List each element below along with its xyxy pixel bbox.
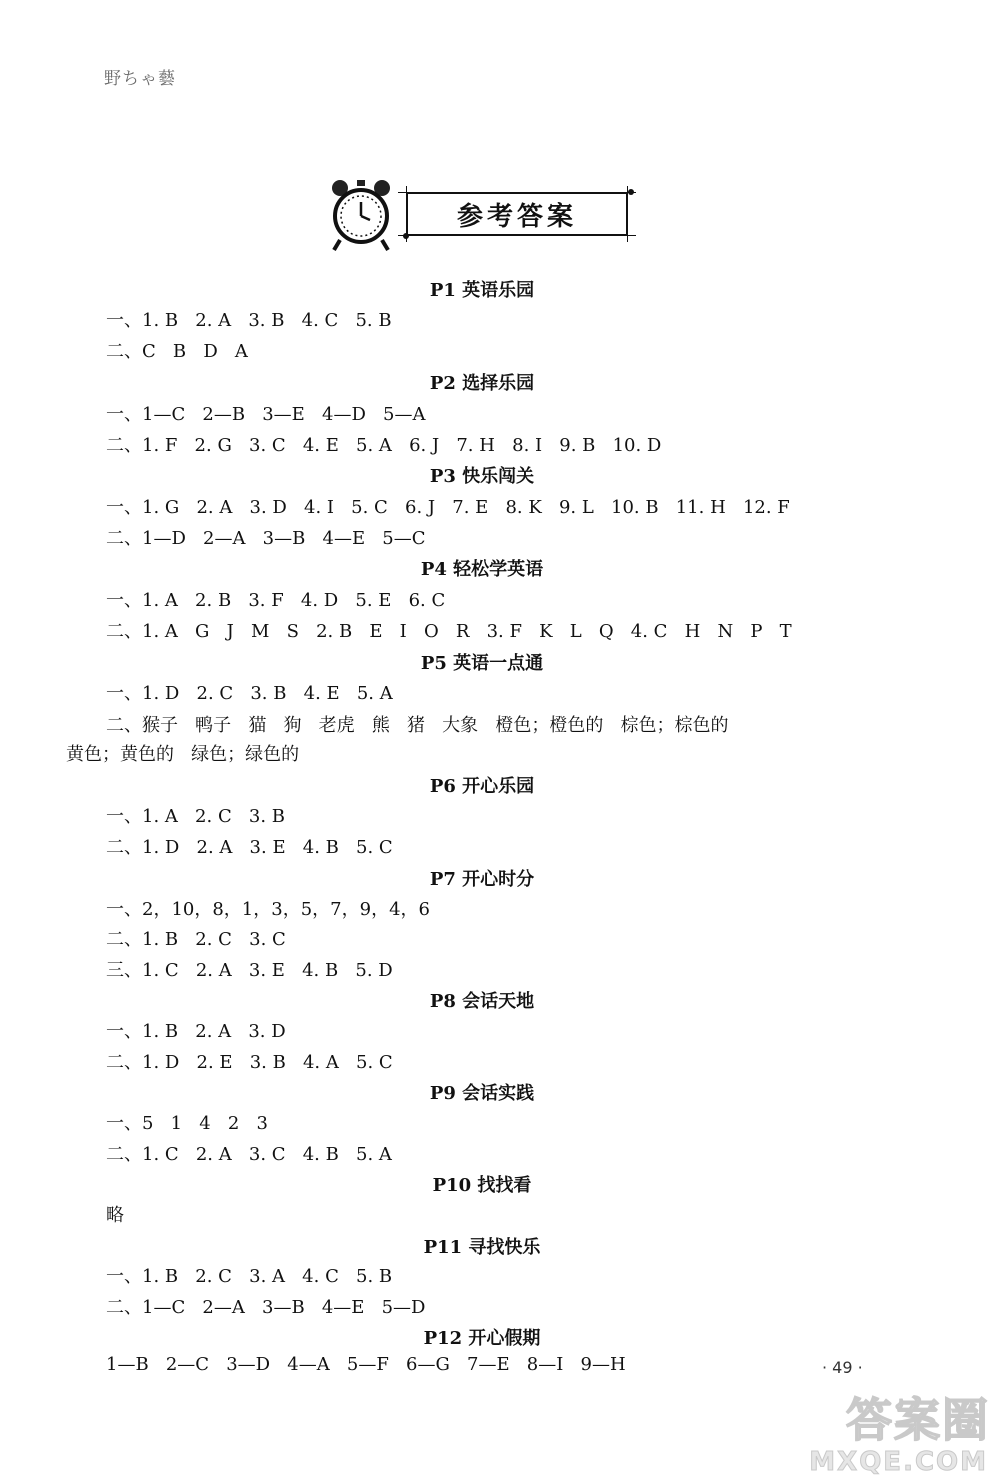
answer-line: 略 — [106, 1205, 124, 1226]
answer-line: 二、1—D 2—A 3—B 4—E 5—C — [106, 528, 426, 549]
section-title: P10 找找看 — [432, 1175, 532, 1196]
page-title: 参考答案 — [456, 201, 577, 232]
answer-line: 二、猴子 鸭子 猫 狗 老虎 熊 猪 大象 橙色；橙色的 棕色；棕色的 — [106, 715, 729, 736]
section-title: P8 会话天地 — [429, 991, 535, 1012]
corner-stamp: 野ちゃ藝 — [104, 69, 176, 89]
section-title: P6 开心乐园 — [429, 776, 535, 797]
section-title: P9 会话实践 — [429, 1083, 535, 1104]
answer-line: 一、1. B 2. A 3. B 4. C 5. B — [106, 310, 392, 331]
section-title: P11 寻找快乐 — [423, 1237, 541, 1258]
answer-key-header — [326, 178, 646, 254]
answer-line: 一、1. B 2. A 3. D — [106, 1021, 286, 1042]
section-title: P4 轻松学英语 — [420, 559, 544, 580]
page-number: · 49 · — [822, 1358, 863, 1377]
answer-line: 二、1. B 2. C 3. C — [106, 929, 286, 950]
answer-line: 黄色；黄色的 绿色；绿色的 — [66, 744, 300, 765]
section-title: P2 选择乐园 — [429, 373, 535, 394]
answer-line: 一、1. A 2. B 3. F 4. D 5. E 6. C — [106, 590, 446, 611]
watermark-logo-text: 答案圈 — [846, 1393, 990, 1447]
answer-line: 二、1. F 2. G 3. C 4. E 5. A 6. J 7. H 8. I 9. B 10. D — [106, 435, 662, 456]
watermark-url: MXQE.COM — [809, 1447, 988, 1477]
section-title: P12 开心假期 — [423, 1328, 541, 1349]
answer-line: 一、1. D 2. C 3. B 4. E 5. A — [106, 683, 393, 704]
answer-line: 二、1. D 2. E 3. B 4. A 5. C — [106, 1052, 393, 1073]
section-title: P1 英语乐园 — [429, 280, 535, 301]
answer-line: 一、2，10，8，1，3，5，7，9，4，6 — [106, 899, 430, 920]
section-title: P7 开心时分 — [429, 869, 535, 890]
alarm-clock-icon — [326, 178, 396, 254]
answer-line: 一、1. A 2. C 3. B — [106, 806, 286, 827]
answer-line: 一、1. B 2. C 3. A 4. C 5. B — [106, 1266, 393, 1287]
title-frame — [398, 186, 636, 242]
answer-line: 二、1. C 2. A 3. C 4. B 5. A — [106, 1144, 392, 1165]
answer-line: 二、C B D A — [106, 341, 248, 362]
answer-line: 一、5 1 4 2 3 — [106, 1113, 268, 1134]
answer-line: 三、1. C 2. A 3. E 4. B 5. D — [106, 960, 393, 981]
section-title: P5 英语一点通 — [420, 653, 544, 674]
answer-line: 二、1. A G J M S 2. B E I O R 3. F K L Q 4. C H N P T — [106, 621, 792, 642]
answer-line: 一、1. G 2. A 3. D 4. I 5. C 6. J 7. E 8. K 9. L 10. B 11. H 12. F — [106, 497, 790, 518]
watermark — [809, 1376, 1000, 1483]
answer-line: 一、1—C 2—B 3—E 4—D 5—A — [106, 404, 426, 425]
answer-line: 1—B 2—C 3—D 4—A 5—F 6—G 7—E 8—I 9—H — [106, 1354, 626, 1375]
section-title: P3 快乐闯关 — [429, 466, 535, 487]
answer-line: 二、1. D 2. A 3. E 4. B 5. C — [106, 837, 393, 858]
answer-line: 二、1—C 2—A 3—B 4—E 5—D — [106, 1297, 426, 1318]
